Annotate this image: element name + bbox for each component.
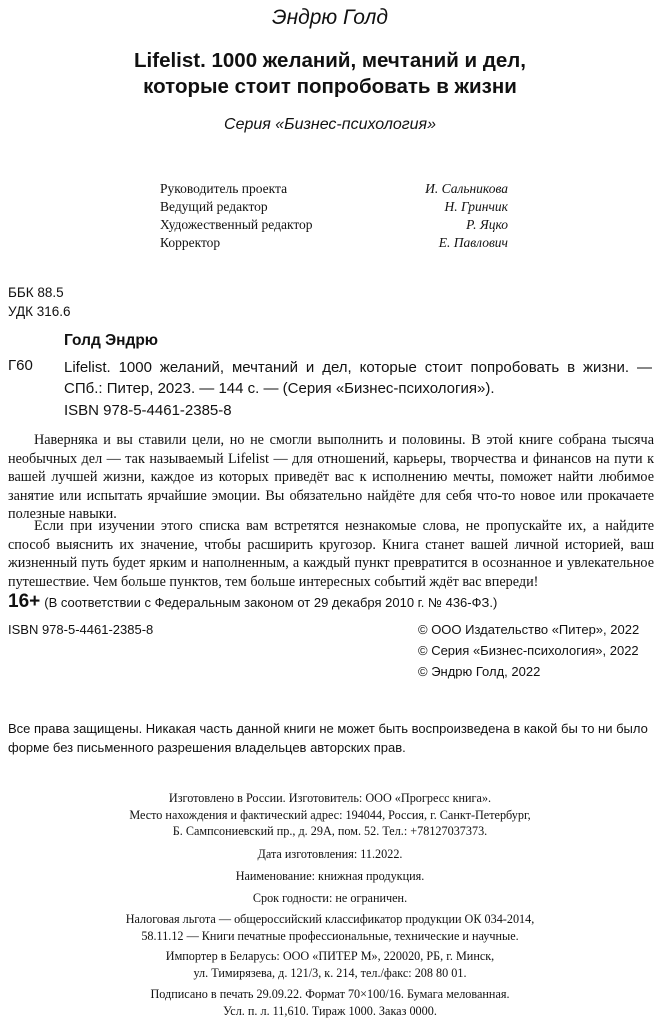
- imprint-print-info: [40, 986, 620, 1019]
- staff-role: Художественный редактор: [160, 217, 313, 232]
- staff-name: Е. Павлович: [438, 235, 508, 250]
- age-rating-mark: 16+: [8, 591, 41, 612]
- imprint-line: Б. Сампсониевский пр., д. 29А, пом. 52. Тел.: +78127037373.: [172, 824, 488, 838]
- age-rating: [8, 591, 497, 613]
- staff-name: Р. Яцко: [466, 217, 508, 232]
- imprint-product: Наименование: книжная продукция.: [235, 869, 425, 883]
- copyright-line: © Эндрю Голд, 2022: [418, 664, 541, 679]
- staff-row: [160, 216, 508, 234]
- copyright-line: © ООО Издательство «Питер», 2022: [418, 622, 640, 637]
- imprint-line: Импортер в Беларусь: ООО «ПИТЕР М», 220020, РБ, г. Минск,: [165, 949, 495, 963]
- catalog-code: Г60: [8, 357, 33, 374]
- copyright-line: © Серия «Бизнес-психология», 2022: [418, 643, 639, 658]
- rights-notice: Все права защищены. Никакая часть данной книги не может быть воспроизведена в какой бы то ни было форме без письменного разрешения владельцев авторских прав.: [8, 721, 648, 755]
- catalog-description: Lifelist. 1000 желаний, мечтаний и дел, которые стоит попробовать в жизни. — СПб.: Питер, 2023. — 144 с. — (Серия «Бизнес-психология»).: [64, 359, 652, 397]
- imprint-date: Дата изготовления: 11.2022.: [257, 847, 403, 861]
- imprint-line: Подписано в печать 29.09.22. Формат 70×100/16. Бумага мелованная.: [150, 987, 510, 1001]
- imprint-tax: [40, 911, 620, 944]
- staff-name: Н. Гринчик: [444, 199, 508, 214]
- staff-row: [160, 180, 508, 198]
- classification-codes: [8, 283, 71, 321]
- bbk-code: ББК 88.5: [8, 285, 64, 300]
- imprint-shelf-life: Срок годности: не ограничен.: [252, 891, 408, 905]
- staff-role: Корректор: [160, 235, 221, 250]
- catalog-isbn: ISBN 978-5-4461-2385-8: [64, 402, 232, 419]
- title-line: Lifelist. 1000 желаний, мечтаний и дел,: [134, 49, 526, 72]
- book-title: [0, 48, 660, 100]
- series-name: Серия «Бизнес-психология»: [224, 116, 436, 133]
- footer-isbn: ISBN 978-5-4461-2385-8: [8, 622, 154, 637]
- imprint-importer: [40, 948, 620, 981]
- imprint-line: Изготовлено в России. Изготовитель: ООО «Прогресс книга».: [168, 791, 492, 805]
- staff-list: [160, 180, 508, 252]
- imprint-line: 58.11.12 — Книги печатные профессиональные, технические и научные.: [141, 928, 519, 943]
- annotation-paragraph: Если при изучении этого списка вам встретятся незнакомые слова, не пропускайте их, а найдите способ выяснить их значение, чтобы расширить кругозор. Книга станет вашей личной историей, ваш жизненный путь будет ярким и наполненным, а каждый пункт превратится в осознанное и увлекательное путешествие. Чем больше пунктов, тем больше интересных событий ждёт вас впереди!: [8, 518, 654, 590]
- annotation-paragraph: Наверняка и вы ставили цели, но не смогли выполнить и половины. В этой книге собрана тысяча необычных дел — так называемый Lifelist — для отношений, карьеры, творчества и финансов на пути к вашей лучшей жизни, каждое из которых приведёт вас к исполнению мечты, поможет найти любимое занятие или испытать ярчайшие эмоции. Вы обязательно найдёте для себя что-то новое или прокачаете полезные навыки.: [8, 432, 654, 522]
- staff-row: [160, 234, 508, 252]
- imprint-line: Налоговая льгота — общероссийский классификатор продукции ОК 034-2014,: [125, 912, 535, 926]
- catalog-heading: Голд Эндрю: [64, 332, 159, 349]
- imprint-line: Место нахождения и фактический адрес: 194044, Россия, г. Санкт-Петербург,: [129, 807, 531, 822]
- imprint-line: ул. Тимирязева, д. 121/3, к. 214, тел./факс: 208 80 01.: [193, 965, 467, 980]
- author-name: Эндрю Голд: [272, 6, 388, 29]
- staff-role: Руководитель проекта: [160, 181, 288, 196]
- staff-role: Ведущий редактор: [160, 199, 268, 214]
- imprint-block: [40, 790, 620, 840]
- staff-name: И. Сальникова: [425, 181, 508, 196]
- udk-code: УДК 316.6: [8, 304, 71, 319]
- imprint-line: Усл. п. л. 11,610. Тираж 1000. Заказ 0000.: [223, 1003, 437, 1018]
- age-rating-note: (В соответствии с Федеральным законом от 29 декабря 2010 г. № 436-ФЗ.): [44, 595, 498, 610]
- staff-row: [160, 198, 508, 216]
- copyright-list: [418, 619, 654, 682]
- title-line: которые стоит попробовать в жизни: [143, 75, 517, 98]
